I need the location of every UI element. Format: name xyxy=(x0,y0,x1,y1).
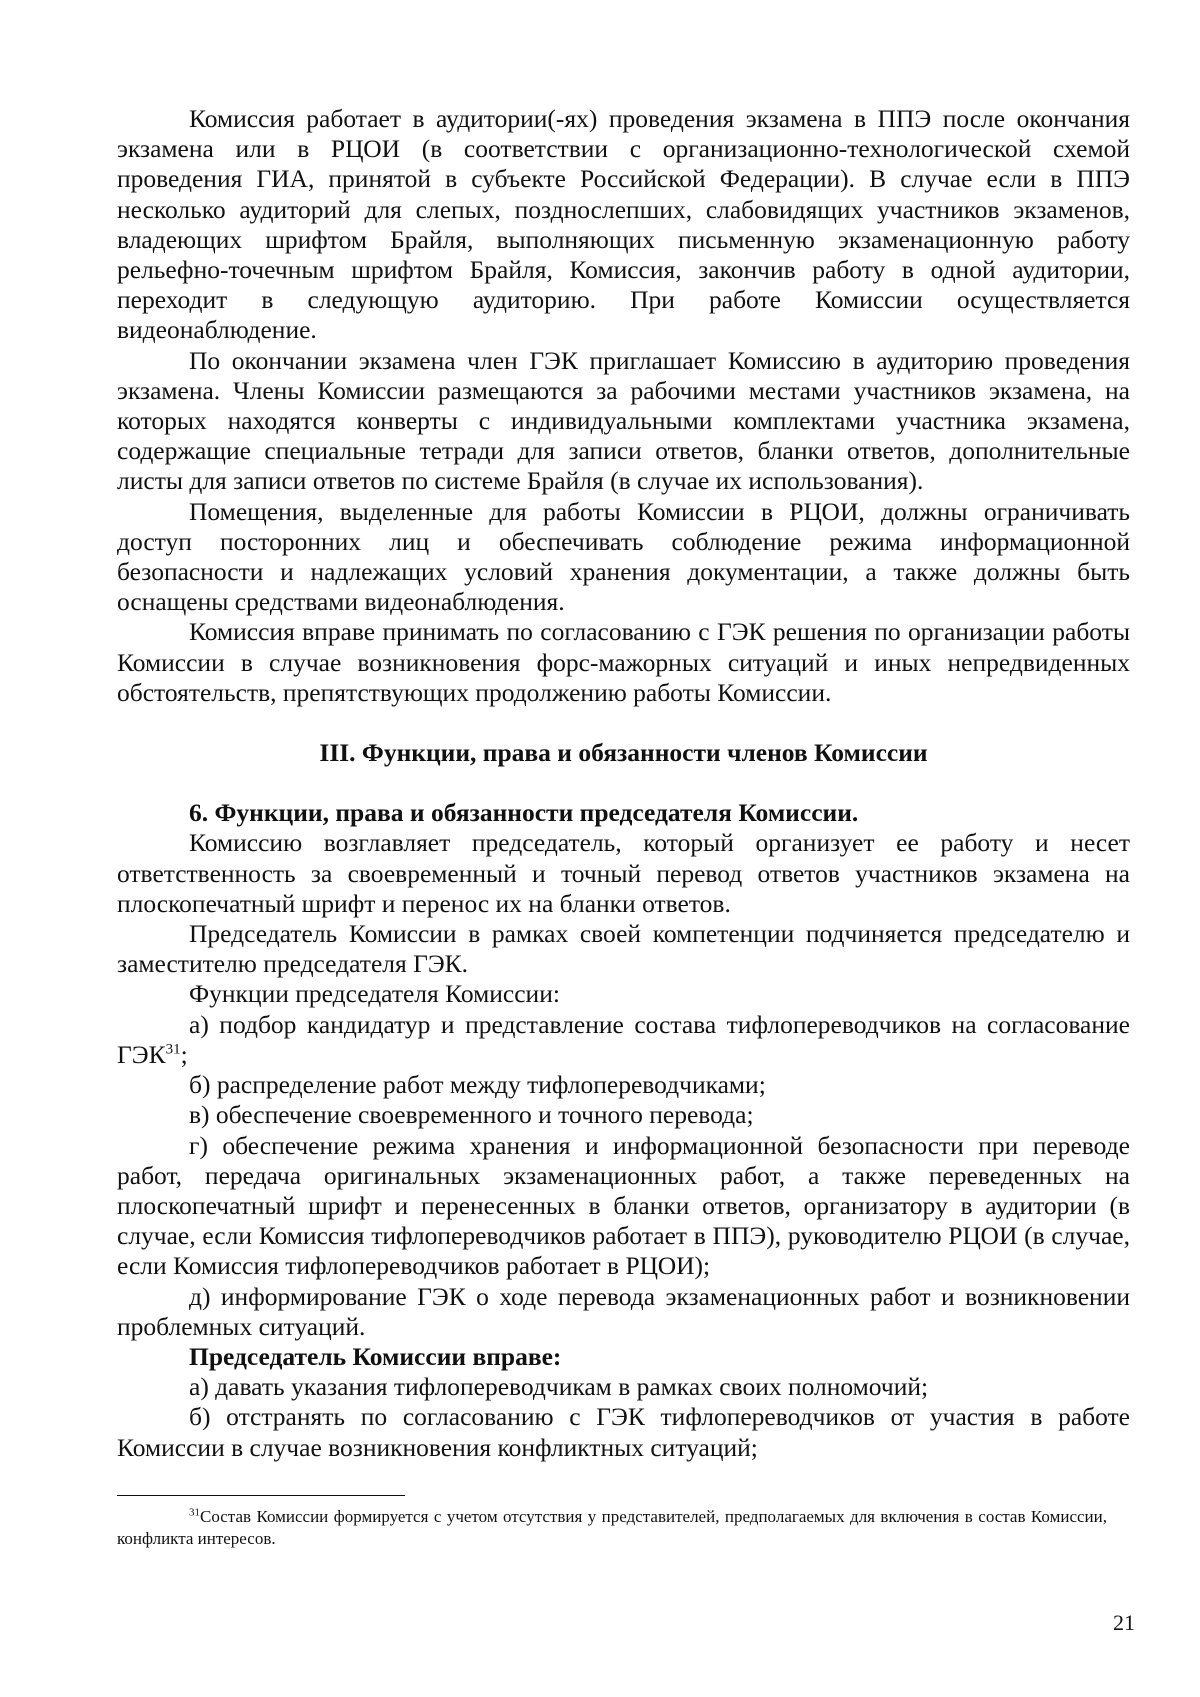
footnote-reference[interactable]: 31 xyxy=(165,1041,181,1058)
rights-heading: Председатель Комиссии вправе: xyxy=(189,1341,562,1371)
body-text xyxy=(117,104,1130,1463)
footnote xyxy=(117,1506,1107,1550)
function-item xyxy=(117,1010,1130,1070)
function-item: б) распределение работ между тифлопереводчиками; xyxy=(189,1070,766,1100)
rights-item: б) отстранять по согласованию с ГЭК тифлопереводчиков от участия в работе Комиссии в случае возникновения конфликтных ситуаций; xyxy=(117,1402,1130,1462)
footnote-divider xyxy=(117,1495,405,1496)
paragraph: Комиссия работает в аудитории(-ях) проведения экзамена в ППЭ после окончания экзамена или в РЦОИ (в соответствии с организационно-технологической схемой проведения ГИА, принятой в субъекте Российской Федерации). В случае если в ППЭ несколько аудиторий для слепых, позднослепших, слабовидящих участников экзаменов, владеющих шрифтом Брайля, выполняющих письменную экзаменационную работу рельефно-точечным шрифтом Брайля, Комиссия, закончив работу в одной аудитории, переходит в следующую аудиторию. При работе Комиссии осуществляется видеонаблюдение. xyxy=(117,104,1130,345)
function-item: д) информирование ГЭК о ходе перевода экзаменационных работ и возникновении проблемных ситуаций. xyxy=(117,1281,1130,1341)
subsection-heading: 6. Функции, права и обязанности председателя Комиссии. xyxy=(189,798,859,828)
functions-intro: Функции председателя Комиссии: xyxy=(189,979,560,1009)
page-number: 21 xyxy=(1113,1610,1135,1635)
function-a-text: а) подбор кандидатур и представление состава тифлопереводчиков на согласование ГЭК xyxy=(117,1009,1130,1069)
function-item: в) обеспечение своевременного и точного перевода; xyxy=(189,1100,754,1130)
footnote-text: Состав Комиссии формируется с учетом отсутствия у представителей, предполагаемых для включения в состав Комиссии, конфликта интересов. xyxy=(117,1507,1107,1548)
footnote-number: 31 xyxy=(189,1506,200,1519)
function-a-end: ; xyxy=(180,1039,188,1069)
section-heading: III. Функции, права и обязанности членов Комиссии xyxy=(319,738,928,768)
paragraph: Помещения, выделенные для работы Комиссии в РЦОИ, должны ограничивать доступ посторонних лиц и обеспечивать соблюдение режима информационной безопасности и надлежащих условий хранения документации, а также должны быть оснащены средствами видеонаблюдения. xyxy=(117,496,1130,617)
paragraph: Председатель Комиссии в рамках своей компетенции подчиняется председателю и заместителю председателя ГЭК. xyxy=(117,919,1130,979)
paragraph: Комиссия вправе принимать по согласованию с ГЭК решения по организации работы Комиссии в случае возникновения форс-мажорных ситуаций и иных непредвиденных обстоятельств, препятствующих продолжению работы Комиссии. xyxy=(117,617,1130,707)
function-item: г) обеспечение режима хранения и информационной безопасности при переводе работ, передача оригинальных экзаменационных работ, а также переведенных на плоскопечатный шрифт и перенесенных в бланки ответов, организатору в аудитории (в случае, если Комиссия тифлопереводчиков работает в ППЭ), руководителю РЦОИ (в случае, если Комиссия тифлопереводчиков работает в РЦОИ); xyxy=(117,1130,1130,1281)
paragraph: Комиссию возглавляет председатель, который организует ее работу и несет ответственность за своевременный и точный перевод ответов участников экзамена на плоскопечатный шрифт и перенос их на бланки ответов. xyxy=(117,828,1130,918)
rights-item: а) давать указания тифлопереводчикам в рамках своих полномочий; xyxy=(189,1372,929,1402)
paragraph: По окончании экзамена член ГЭК приглашает Комиссию в аудиторию проведения экзамена. Члены Комиссии размещаются за рабочими местами участников экзамена, на которых находятся конверты с индивидуальными комплектами участника экзамена, содержащие специальные тетради для записи ответов, бланки ответов, дополнительные листы для записи ответов по системе Брайля (в случае их использования). xyxy=(117,345,1130,496)
